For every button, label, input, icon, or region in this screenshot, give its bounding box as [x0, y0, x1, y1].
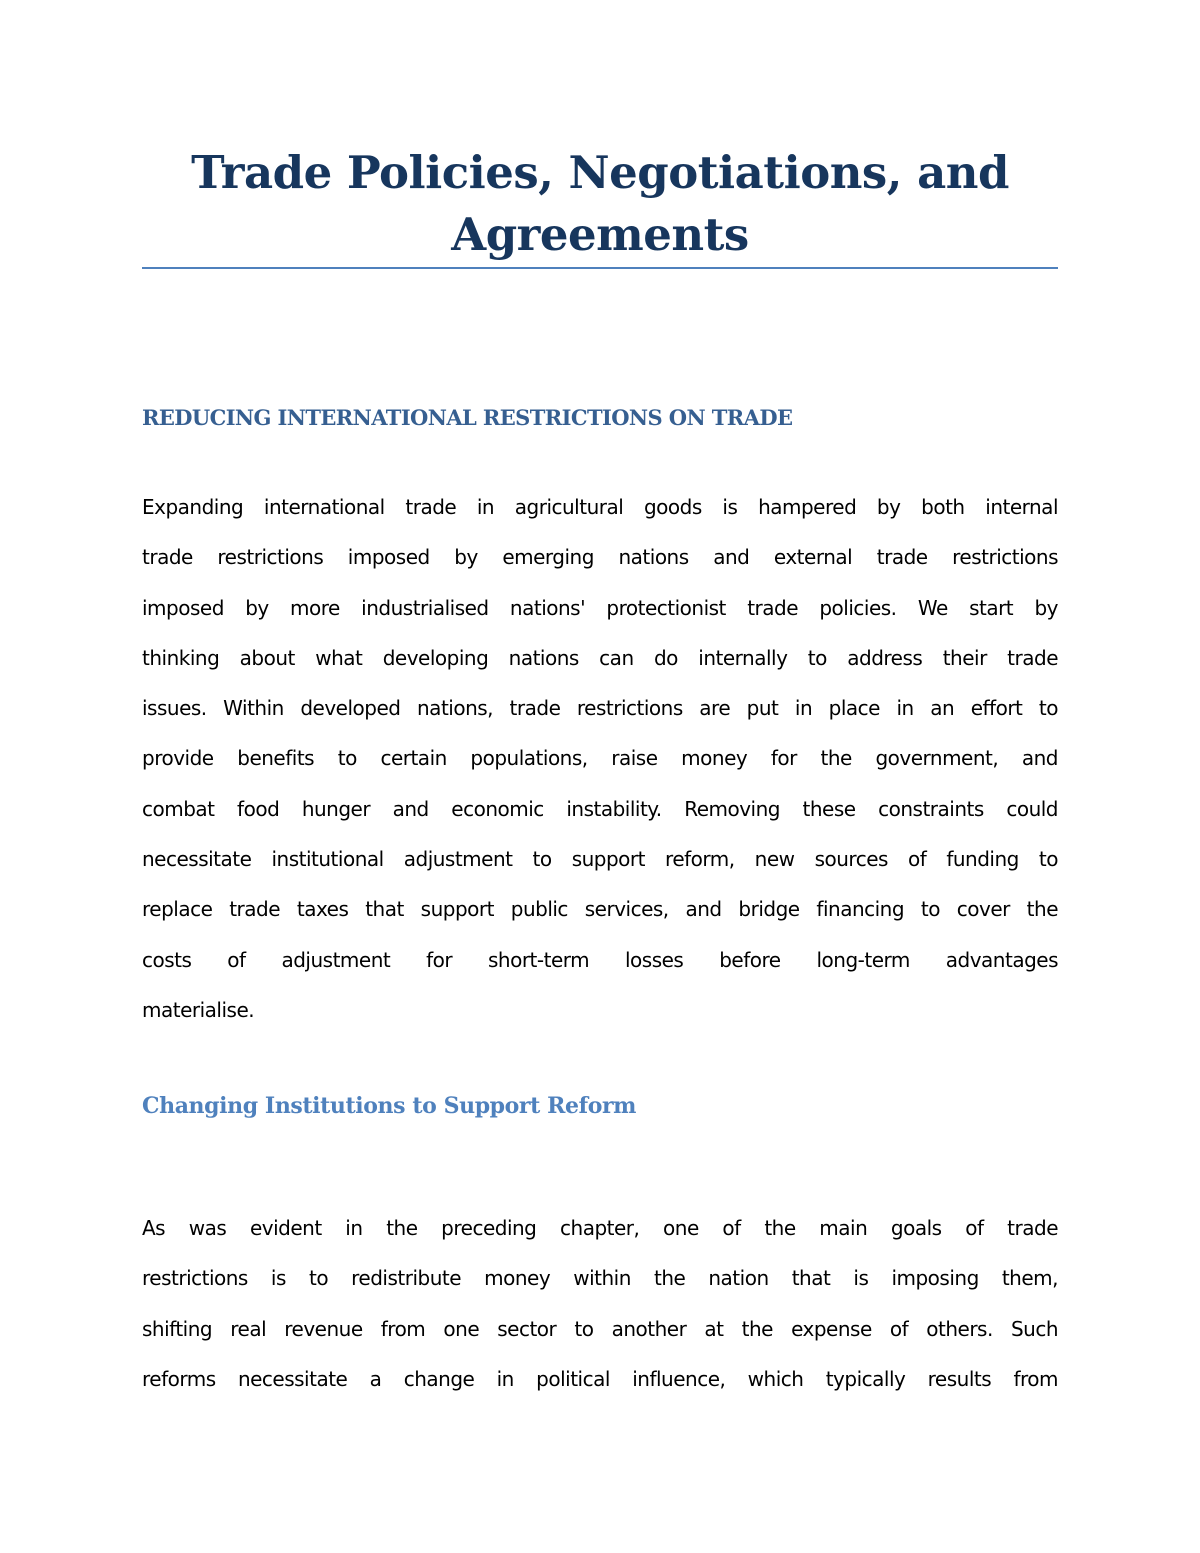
paragraph-line: imposed by more industrialised nations' protectionist trade policies. We start by [142, 595, 1058, 620]
paragraph-line: materialise. [142, 997, 255, 1022]
paragraph-line: costs of adjustment for short-term losses before long-term advantages [142, 947, 1058, 972]
paragraph-line: replace trade taxes that support public services, and bridge financing to cover the [142, 897, 1058, 922]
paragraph-line: combat food hunger and economic instability. Removing these constraints could [142, 796, 1058, 821]
paragraph-line: restrictions is to redistribute money within the nation that is imposing them, [142, 1266, 1058, 1291]
document-title [142, 142, 1058, 266]
paragraph-changing-institutions [142, 1203, 1058, 1404]
title-divider [142, 267, 1058, 269]
title-line-2: Agreements [451, 208, 749, 261]
paragraph-line: issues. Within developed nations, trade restrictions are put in place in an effort to [142, 696, 1058, 721]
paragraph-reducing-restrictions [142, 482, 1058, 1035]
section-heading-changing-institutions: Changing Institutions to Support Reform [142, 1093, 637, 1119]
title-line-1: Trade Policies, Negotiations, and [191, 146, 1009, 199]
paragraph-line: thinking about what developing nations can do internally to address their trade [142, 645, 1058, 670]
paragraph-line: provide benefits to certain populations, raise money for the government, and [142, 746, 1058, 771]
paragraph-line: necessitate institutional adjustment to support reform, new sources of funding to [142, 847, 1058, 872]
paragraph-line: reforms necessitate a change in political influence, which typically results from [142, 1366, 1058, 1391]
paragraph-line: As was evident in the preceding chapter, one of the main goals of trade [142, 1216, 1058, 1240]
paragraph-line: shifting real revenue from one sector to another at the expense of others. Such [142, 1316, 1058, 1341]
section-heading-reducing-restrictions: REDUCING INTERNATIONAL RESTRICTIONS ON TRADE [142, 405, 793, 430]
paragraph-line: trade restrictions imposed by emerging nations and external trade restrictions [142, 545, 1058, 570]
paragraph-line: Expanding international trade in agricultural goods is hampered by both internal [142, 495, 1058, 519]
